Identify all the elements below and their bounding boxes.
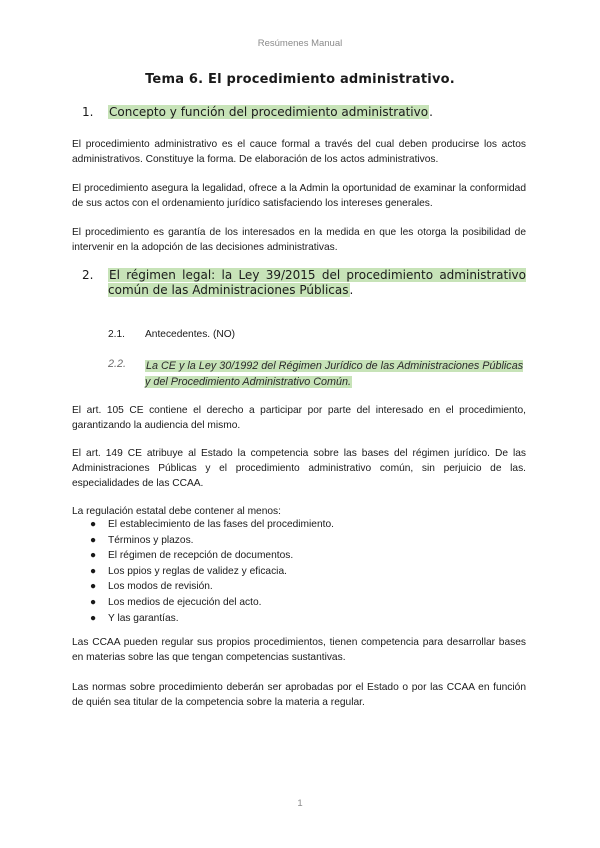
section-2-title: El régimen legal: la Ley 39/2015 del procedimiento administrativo común de las Administraciones Públicas [108, 268, 526, 297]
list-item: ● Términos y plazos. [90, 533, 334, 549]
paragraph: El procedimiento asegura la legalidad, ofrece a la Admin la oportunidad de examinar la conformidad de sus actos con el ordenamiento jurídico satisfaciendo los intereses generales. [72, 183, 526, 209]
paragraph: El procedimiento es garantía de los interesados en la medida en que les otorga la posibilidad de intervenir en la adopción de las decisiones administrativas. [72, 227, 526, 253]
paragraph: El art. 149 CE atribuye al Estado la competencia sobre las bases del régimen jurídico. De las Administraciones Públicas y el procedimiento administrativo común, sin perjuicio de las. especialidades de las CCAA. [72, 448, 526, 489]
list-item: ● Y las garantías. [90, 611, 334, 627]
subsection-2-2-title: La CE y la Ley 30/1992 del Régimen Jurídico de las Administraciones Públicas y del Procedimiento Administrativo Común. [145, 360, 524, 388]
bullet-icon: ● [90, 565, 97, 577]
bullet-icon: ● [90, 581, 97, 593]
paragraph: Las normas sobre procedimiento deberán ser aprobadas por el Estado o por las CCAA en función de quién sea titular de la competencia sobre la materia a regular. [72, 682, 526, 708]
section-1-number: 1. [82, 105, 94, 119]
subsection-2-1-title: Antecedentes. (NO) [145, 329, 236, 340]
bullet-icon: ● [90, 534, 97, 546]
subsection-2-1-number: 2.1. [108, 329, 125, 340]
bullet-icon: ● [90, 596, 97, 608]
paragraph: El procedimiento administrativo es el cauce formal a través del cual deben producirse los actos administrativos. Constituye la forma. De elaboración de los actos administrativos. [72, 139, 526, 165]
section-2-title-end: . [349, 283, 354, 297]
bullet-icon: ● [90, 550, 97, 562]
list-item: ● Los ppios y reglas de validez y eficacia. [90, 564, 334, 580]
document-title: Tema 6. El procedimiento administrativo. [145, 72, 455, 87]
section-2-number: 2. [82, 268, 94, 282]
paragraph: Las CCAA pueden regular sus propios procedimientos, tienen competencia para desarrollar bases en materias sobre las que tengan competencias sustantivas. [72, 637, 526, 663]
page-number: 1 [297, 798, 303, 809]
page-header: Resúmenes Manual [257, 38, 343, 49]
bullet-icon: ● [90, 519, 97, 530]
section-1-title-end: . [429, 105, 433, 119]
section-1-title: Concepto y función del procedimiento administrativo [109, 105, 429, 119]
list-item: ● Los modos de revisión. [90, 579, 334, 595]
subsection-2-2-number: 2.2. [108, 358, 127, 370]
paragraph: El art. 105 CE contiene el derecho a participar por parte del interesado en el procedimiento, garantizando la audiencia del mismo. [72, 405, 526, 431]
list-item: ● El establecimiento de las fases del procedimiento. [90, 517, 334, 533]
list-item: ● El régimen de recepción de documentos. [90, 548, 334, 564]
bullet-icon: ● [90, 612, 97, 624]
requirements-list [90, 517, 334, 626]
list-item: ● Los medios de ejecución del acto. [90, 595, 334, 611]
paragraph: La regulación estatal debe contener al menos: [72, 506, 281, 517]
